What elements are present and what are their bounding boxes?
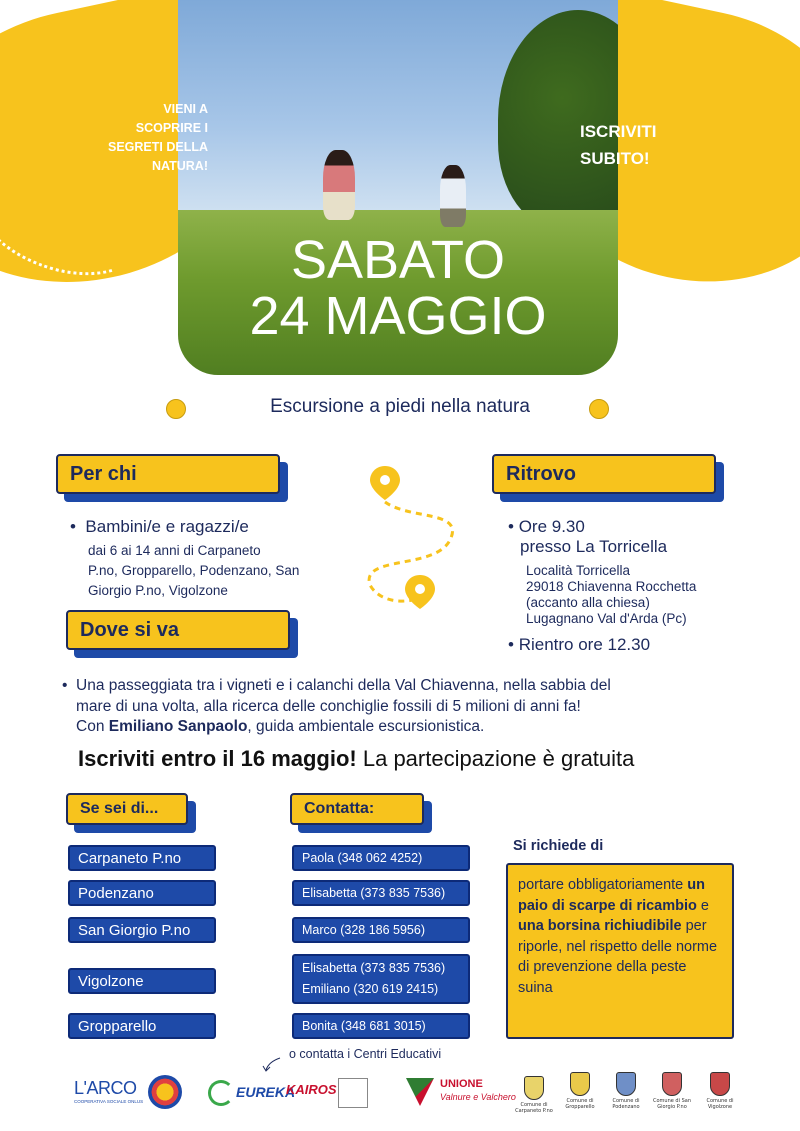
- slogan-line: VIENI A: [163, 102, 208, 116]
- dove-line-text: , guida ambientale escursionistica.: [247, 718, 485, 735]
- map-pin-icon: [370, 466, 400, 500]
- ritrovo-time: • Ore 9.30: [508, 517, 585, 536]
- route-path-illustration: [350, 460, 470, 620]
- running-child-1: [323, 150, 355, 220]
- address-line: Località Torricella: [526, 563, 631, 578]
- registration-deadline: [78, 746, 758, 772]
- kairos-logo: [286, 1082, 337, 1097]
- contact-alternative: o contatta i Centri Educativi: [289, 1047, 442, 1061]
- circular-logo-icon: [148, 1075, 182, 1109]
- address-line: 29018 Chiavenna Rocchetta: [526, 579, 697, 594]
- right-slogan: [580, 118, 700, 172]
- yellow-dot-right: [589, 399, 609, 419]
- unione-v-icon: [406, 1078, 434, 1106]
- crest-label: Comune di Vigolzone: [706, 1098, 734, 1110]
- dove-line-3: [76, 717, 762, 738]
- tag-face: Dove si va: [66, 610, 290, 650]
- town-gropparello: Gropparello: [68, 1013, 216, 1039]
- contact-bonita[interactable]: Bonita (348 681 3015): [292, 1013, 470, 1039]
- crest-label: Comune di Carpaneto P.no: [515, 1102, 553, 1114]
- dove-line-text: Con: [76, 718, 109, 735]
- tag-face: Per chi: [56, 454, 280, 494]
- crest-label: Comune di San Giorgio P.no: [653, 1098, 691, 1110]
- carpaneto-crest-icon: [524, 1076, 544, 1100]
- slogan-line: SCOPRIRE I: [135, 121, 208, 135]
- dove-si-va-description: [62, 676, 762, 738]
- ritrovo-place: presso La Torricella: [520, 537, 668, 556]
- dove-line-1: • Una passeggiata tra i vigneti e i calanchi della Val Chiavenna, nella sabbia del: [62, 677, 611, 694]
- gropparello-crest-icon: [570, 1072, 590, 1096]
- crest-label: Comune di Gropparello: [565, 1098, 595, 1110]
- yellow-dot-left: [166, 399, 186, 419]
- san-giorgio-crest-icon: [662, 1072, 682, 1096]
- contact-elisabetta[interactable]: Elisabetta (373 835 7536): [292, 880, 470, 906]
- ritrovo-return-text: Rientro ore 12.30: [518, 635, 651, 654]
- dove-line-text: Una passeggiata tra i vigneti e i calanchi della Val Chiavenna, nella sabbia del: [76, 677, 611, 694]
- tag-face: Contatta:: [290, 793, 424, 825]
- per-chi-line: dai 6 ai 14 anni di Carpaneto: [88, 543, 261, 558]
- requirement-bag: una borsina richiudibile: [518, 918, 682, 934]
- se-sei-di-heading: [66, 793, 188, 825]
- larco-logo: [74, 1078, 144, 1104]
- requirement-text: e: [696, 897, 709, 914]
- tag-face: Se sei di...: [66, 793, 188, 825]
- kairos-logo-text: KAIROS: [286, 1082, 337, 1097]
- town-carpaneto: Carpaneto P.no: [68, 845, 216, 871]
- slogan-line: SUBITO!: [580, 149, 650, 168]
- subtitle: Escursione a piedi nella natura: [270, 396, 530, 417]
- larco-logo-subtext: COOPERATIVA SOCIALE ONLUS: [74, 1099, 144, 1104]
- vigolzone-crest-icon: [710, 1072, 730, 1096]
- per-chi-heading: [56, 454, 280, 494]
- ritrovo-address: [526, 563, 768, 627]
- curved-arrow-icon: [262, 1056, 282, 1074]
- per-chi-details: [88, 541, 340, 601]
- per-chi-content: [70, 517, 340, 601]
- requirement-shoes: un paio di scarpe di ricambio: [518, 877, 705, 914]
- eureka-logo: [208, 1078, 296, 1108]
- per-chi-main-text: Bambini/e e ragazzi/e: [85, 517, 249, 536]
- running-child-2: [440, 165, 466, 227]
- ritrovo-return: • Rientro ore 12.30: [508, 635, 651, 654]
- deadline-rest: La partecipazione è gratuita: [356, 746, 635, 771]
- slogan-line: ISCRIVITI: [580, 122, 657, 141]
- event-day: SABATO: [290, 230, 506, 290]
- dove-line-2: mare di una volta, alla ricerca delle conchiglie fossili di 5 milioni di anni fa!: [76, 697, 581, 715]
- ritrovo-heading: [492, 454, 716, 494]
- slogan-line: SEGRETI DELLA: [107, 140, 208, 154]
- larco-logo-text: L'ARCO: [74, 1078, 137, 1098]
- map-pin-icon: [405, 575, 435, 609]
- unione-logo-subtext: Valnure e Valchero: [440, 1092, 516, 1102]
- unione-logo: [406, 1078, 516, 1108]
- deadline-bold: Iscriviti entro il 16 maggio!: [78, 746, 357, 771]
- event-day-month: 24 MAGGIO: [249, 286, 547, 346]
- hero-section: [0, 0, 800, 380]
- building-logo-icon: [338, 1078, 368, 1108]
- requirement-box: [506, 863, 734, 1039]
- requirement-text: per riporle, nel rispetto delle norme di prevenzione della peste suina: [518, 918, 718, 996]
- dove-si-va-heading: [66, 610, 290, 650]
- per-chi-line: Giorgio P.no, Vigolzone: [88, 583, 228, 598]
- per-chi-main: • Bambini/e e ragazzi/e: [70, 517, 249, 536]
- unione-logo-text: UNIONE: [440, 1078, 483, 1090]
- per-chi-line: P.no, Gropparello, Podenzano, San: [88, 563, 300, 578]
- event-date: [178, 232, 618, 344]
- address-line: (accanto alla chiesa): [526, 595, 650, 610]
- tag-face: Ritrovo: [492, 454, 716, 494]
- contact-vigolzone[interactable]: [292, 954, 470, 1004]
- podenzano-crest-icon: [616, 1072, 636, 1096]
- town-san-giorgio: San Giorgio P.no: [68, 917, 216, 943]
- town-podenzano: Podenzano: [68, 880, 216, 906]
- requirement-text: portare obbligatoriamente: [518, 877, 688, 893]
- ritrovo-content: [508, 517, 768, 655]
- contact-elisabetta-2[interactable]: Elisabetta (373 835 7536): [302, 961, 446, 975]
- crest-label: Comune di Podenzano: [612, 1098, 640, 1110]
- ritrovo-time-text: Ore 9.30: [518, 517, 585, 536]
- eureka-swoosh-icon: [208, 1080, 234, 1106]
- contact-marco[interactable]: Marco (328 186 5956): [292, 917, 470, 943]
- address-line: Lugagnano Val d'Arda (Pc): [526, 611, 687, 626]
- town-vigolzone: Vigolzone: [68, 968, 216, 994]
- contact-paola[interactable]: Paola (348 062 4252): [292, 845, 470, 871]
- eureka-logo-text: EUREKA: [236, 1084, 296, 1100]
- contatta-heading: [290, 793, 424, 825]
- left-slogan: [80, 100, 208, 176]
- guide-name: Emiliano Sanpaolo: [108, 718, 248, 735]
- slogan-line: NATURA!: [151, 159, 208, 173]
- requirement-heading: Si richiede di: [513, 838, 604, 854]
- contact-emiliano[interactable]: Emiliano (320 619 2415): [302, 982, 439, 996]
